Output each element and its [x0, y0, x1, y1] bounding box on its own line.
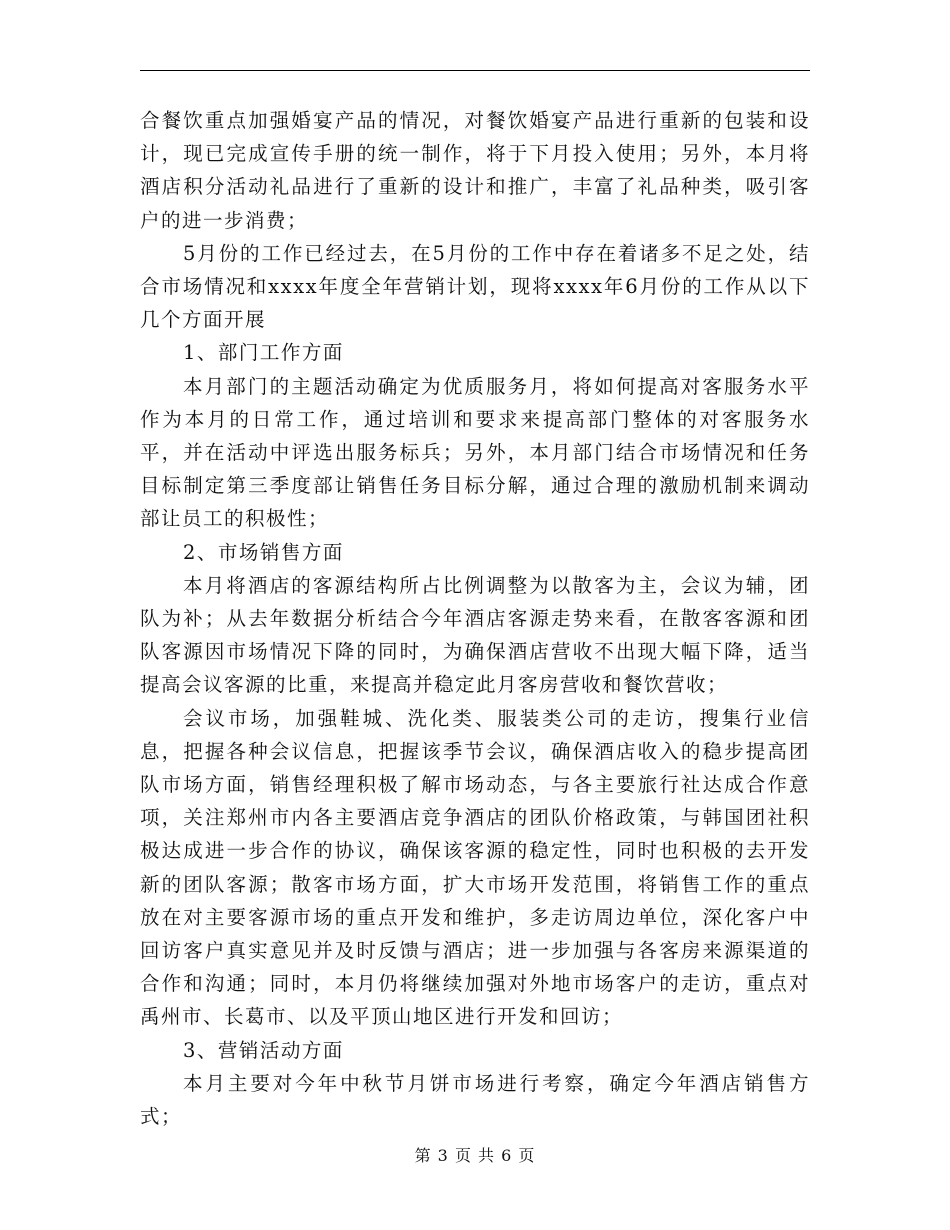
section-heading: 2、市场销售方面	[183, 540, 344, 564]
section-heading: 1、部门工作方面	[183, 341, 344, 365]
section-heading: 3、营销活动方面	[183, 1038, 344, 1062]
paragraph: 5月份的工作已经过去，在5月份的工作中存在着诸多不足之处，结合市场情况和xxxx年度全年营销计划，现将xxxx年6月份的工作从以下几个方面开展	[140, 241, 810, 332]
page-footer: 第 3 页 共 6 页	[414, 1146, 536, 1165]
paragraph: 本月部门的主题活动确定为优质服务月，将如何提高对客服务水平作为本月的日常工作，通过培训和要求来提高部门整体的对客服务水平，并在活动中评选出服务标兵；另外，本月部门结合市场情况和任务目标制定第三季度部让销售任务目标分解，通过合理的激励机制来调动部让员工的积极性；	[140, 374, 810, 531]
body-text	[140, 104, 810, 1133]
paragraph: 合餐饮重点加强婚宴产品的情况，对餐饮婚宴产品进行重新的包装和设计，现已完成宣传手册的统一制作，将于下月投入使用；另外，本月将酒店积分活动礼品进行了重新的设计和推广，丰富了礼品种类，吸引客户的进一步消费；	[140, 109, 810, 232]
paragraph: 本月将酒店的客源结构所占比例调整为以散客为主，会议为辅，团队为补；从去年数据分析结合今年酒店客源走势来看，在散客客源和团队客源因市场情况下降的同时，为确保酒店营收不出现大幅下降，适当提高会议客源的比重，来提高并稳定此月客房营收和餐饮营收；	[140, 573, 810, 697]
paragraph: 本月主要对今年中秋节月饼市场进行考察，确定今年酒店销售方式；	[140, 1071, 810, 1129]
header-rule	[140, 70, 810, 71]
paragraph: 会议市场，加强鞋城、洗化类、服装类公司的走访，搜集行业信息，把握各种会议信息，把握该季节会议，确保酒店收入的稳步提高团队市场方面，销售经理积极了解市场动态，与各主要旅行社达成合作意项，关注郑州市内各主要酒店竞争酒店的团队价格政策，与韩国团社积极达成进一步合作的协议，确保该客源的稳定性，同时也积极的去开发新的团队客源；散客市场方面，扩大市场开发范围，将销售工作的重点放在对主要客源市场的重点开发和维护，多走访周边单位，深化客户中回访客户真实意见并及时反馈与酒店；进一步加强与各客房来源渠道的合作和沟通；同时，本月仍将继续加强对外地市场客户的走访，重点对禹州市、长葛市、以及平顶山地区进行开发和回访；	[140, 706, 810, 1029]
